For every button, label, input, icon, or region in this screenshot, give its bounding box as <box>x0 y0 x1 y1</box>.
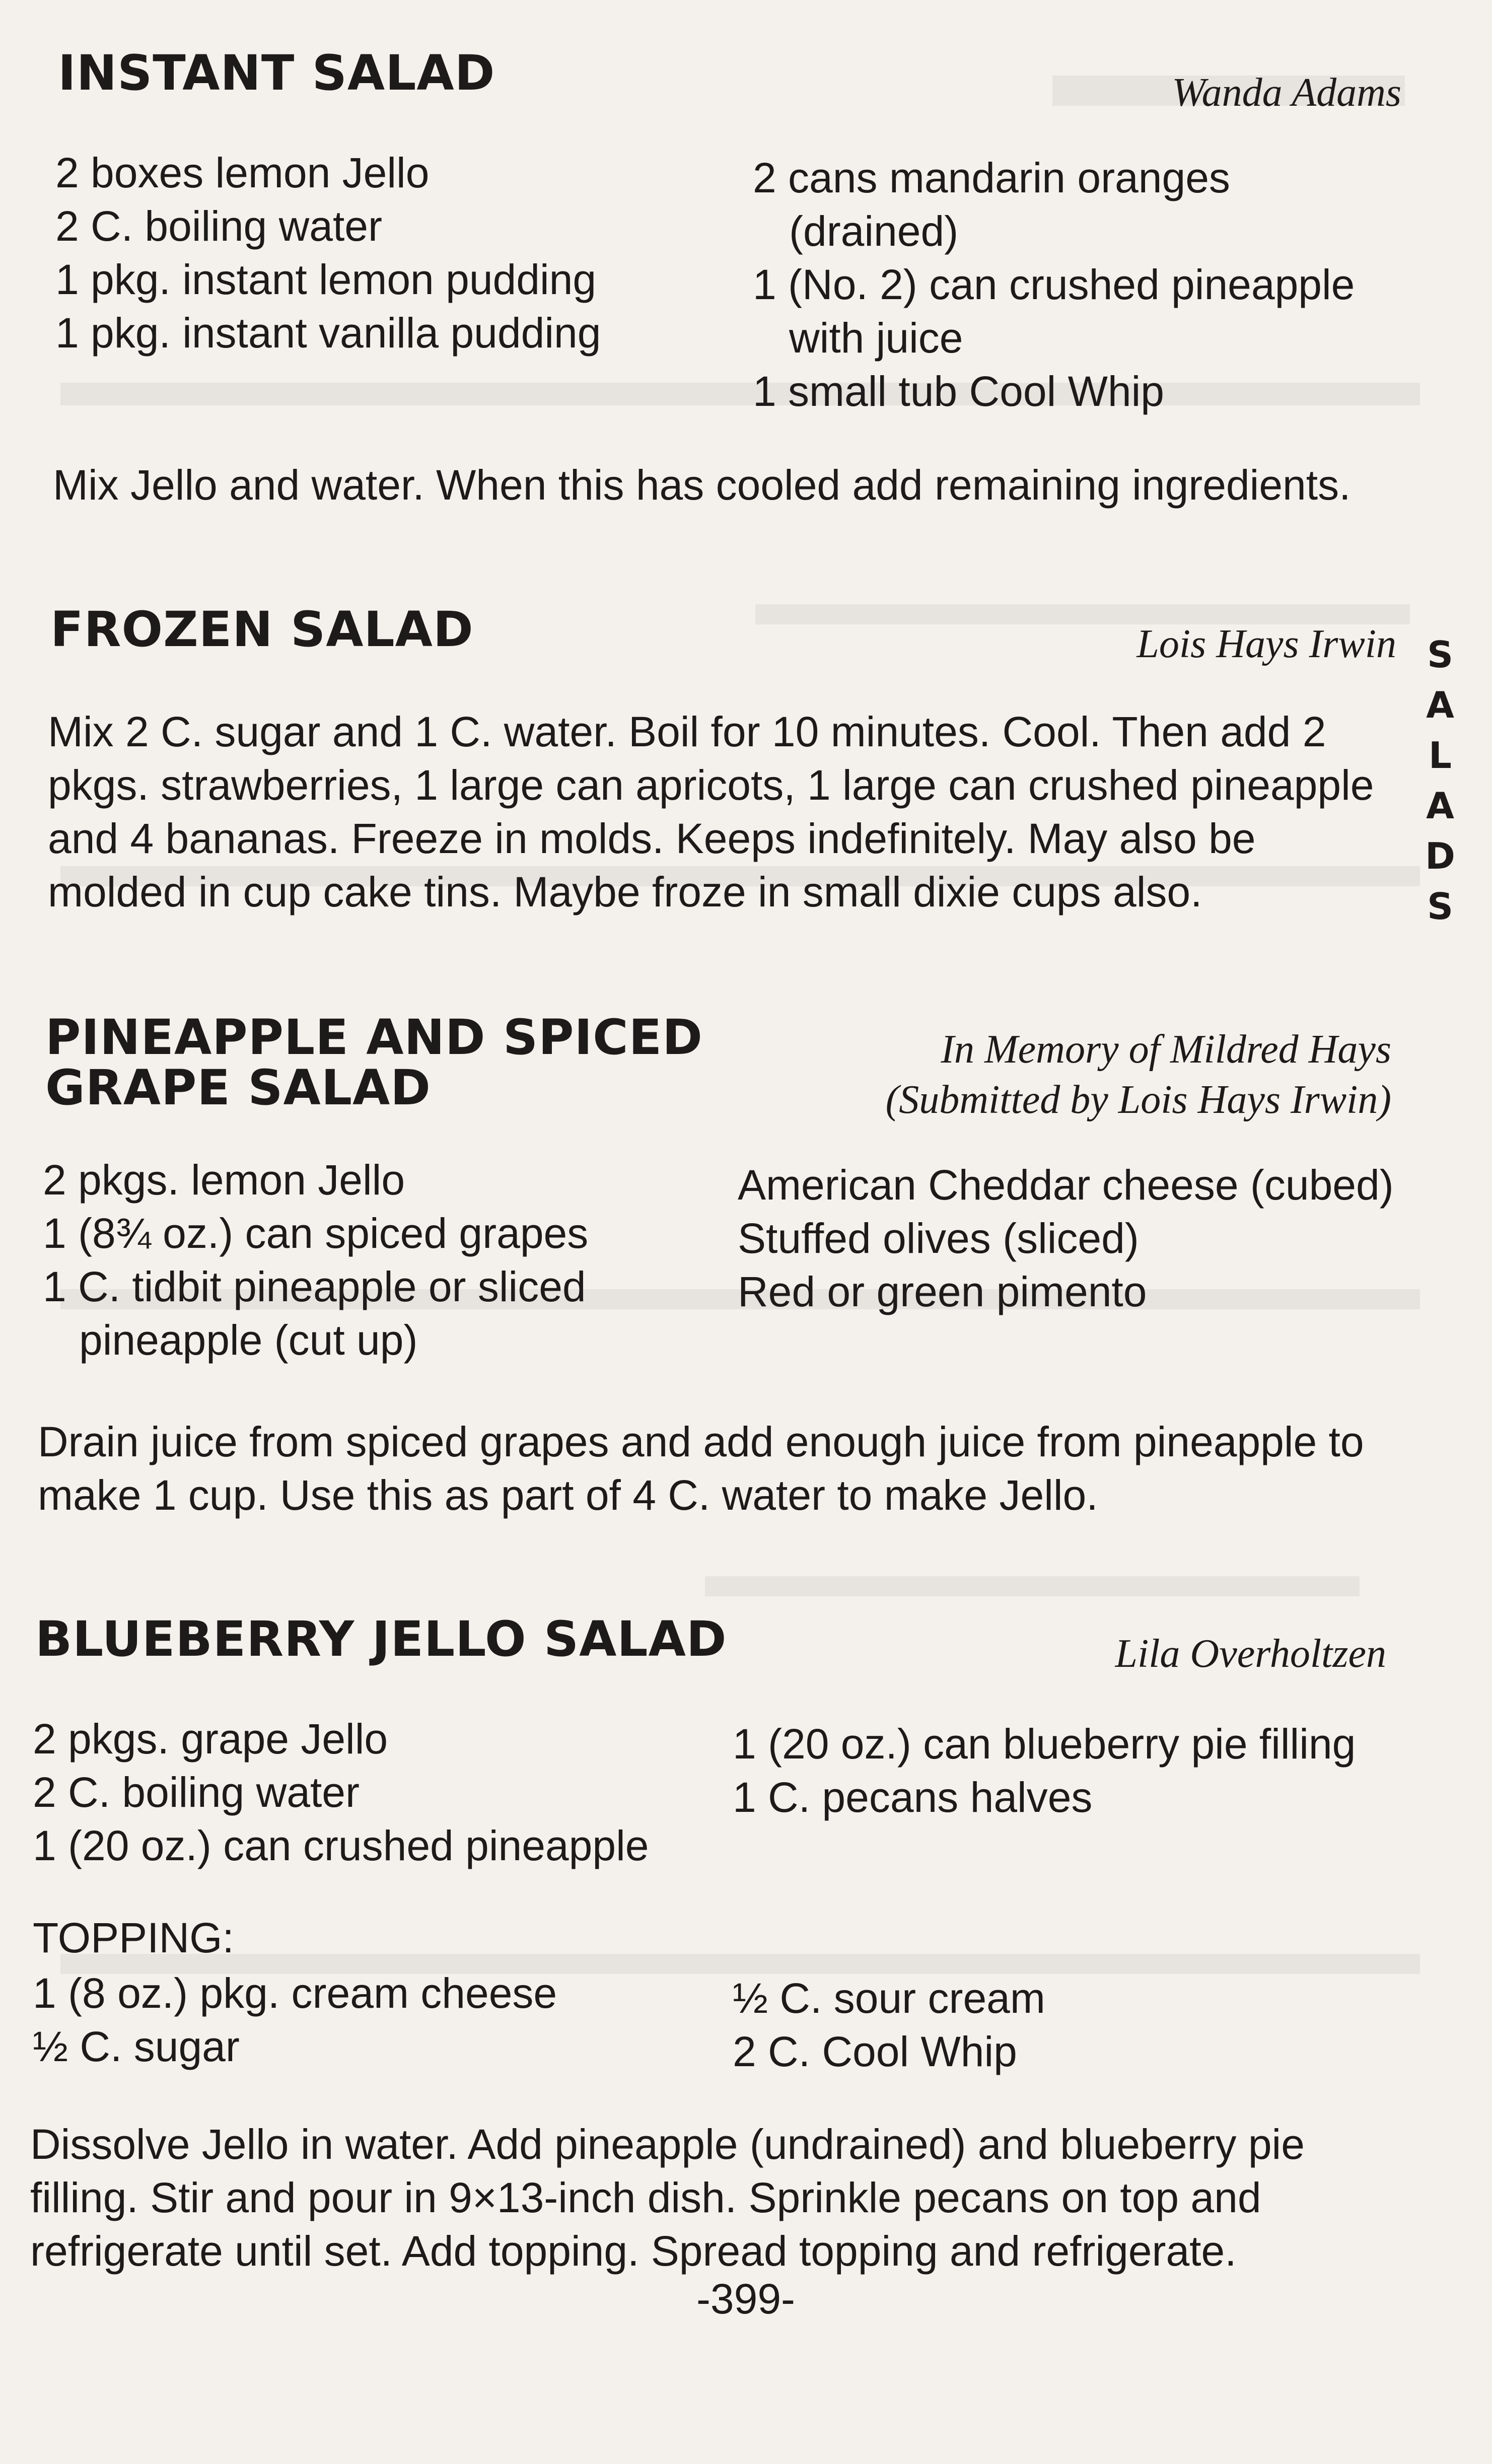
ingredient-item: 1 (20 oz.) can blueberry pie filling <box>733 1720 1356 1768</box>
ingredient-item: 2 C. Cool Whip <box>733 2028 1017 2075</box>
ingredient-item: 1 C. pecans halves <box>733 1774 1093 1821</box>
ingredient-item: 1 C. tidbit pineapple or sliced pineapple (cut up) <box>43 1263 586 1364</box>
ingredient-item: 1 (20 oz.) can crushed pineapple <box>33 1822 649 1869</box>
side-tab-letter: A <box>1426 785 1454 827</box>
ingredient-item: 2 cans mandarin oranges (drained) <box>753 154 1230 255</box>
ingredient-item: ½ C. sour cream <box>733 1975 1045 2022</box>
recipe-author-pineapple-line1: In Memory of Mildred Hays <box>941 1027 1391 1072</box>
ingredient-item: ½ C. sugar <box>33 2023 240 2070</box>
recipe-author-instant-salad: Wanda Adams <box>1172 71 1401 115</box>
topping-left-blueberry <box>33 1966 713 2073</box>
side-tab-letter: L <box>1429 734 1452 777</box>
recipe-title-pineapple-grape-line2: GRAPE SALAD <box>45 1060 431 1116</box>
ingredients-right-pineapple <box>738 1158 1402 1318</box>
ingredients-left-pineapple <box>43 1153 723 1367</box>
recipe-title-blueberry-jello-salad: BLUEBERRY JELLO SALAD <box>35 1611 727 1667</box>
recipe-instructions-blueberry: Dissolve Jello in water. Add pineapple (undrained) and blueberry pie filling. Stir and pour in 9×13-inch dish. Sprinkle pecans on top and refrigerate until set. Add topping. Spread topping and refrigerate. <box>30 2121 1305 2275</box>
ingredient-item: 2 boxes lemon Jello <box>55 149 430 196</box>
ingredient-item: Red or green pimento <box>738 1268 1147 1315</box>
ingredient-item: 1 pkg. instant vanilla pudding <box>55 309 601 357</box>
ingredient-item: 1 pkg. instant lemon pudding <box>55 256 597 303</box>
ingredient-item: 2 C. boiling water <box>55 202 382 250</box>
ingredients-left-instant <box>55 146 710 360</box>
section-tab-salads <box>1410 629 1470 932</box>
page-number: -399- <box>696 2275 796 2322</box>
recipe-instructions-frozen: Mix 2 C. sugar and 1 C. water. Boil for 10 minutes. Cool. Then add 2 pkgs. strawberries, 1 large can apricots, 1 large can crushed pineapple and 4 bananas. Freeze in molds. Keeps indefinitely. May also be molded in cup cake tins. Maybe froze in small dixie cups also. <box>48 708 1374 916</box>
side-tab-letter: D <box>1425 835 1455 877</box>
ingredients-right-instant <box>753 151 1372 418</box>
topping-right-blueberry <box>733 1972 1387 2078</box>
ingredient-item: 1 (No. 2) can crushed pineapple with juice <box>753 261 1355 362</box>
recipe-title-pineapple-grape-line1: PINEAPPLE AND SPICED <box>45 1009 703 1066</box>
side-tab-letter: S <box>1427 633 1453 676</box>
ingredient-item: Stuffed olives (sliced) <box>738 1215 1139 1262</box>
recipe-title-frozen-salad: FROZEN SALAD <box>50 601 474 658</box>
ingredients-right-blueberry <box>733 1717 1387 1824</box>
ingredient-item: 1 (8 oz.) pkg. cream cheese <box>33 1969 557 2017</box>
ingredient-item: 2 pkgs. lemon Jello <box>43 1156 405 1204</box>
ingredients-left-blueberry <box>33 1712 713 1872</box>
ingredient-item: 2 C. boiling water <box>33 1769 360 1816</box>
recipe-title-instant-salad: INSTANT SALAD <box>58 45 495 101</box>
side-tab-letter: S <box>1427 885 1453 928</box>
ingredient-item: American Cheddar cheese (cubed) <box>738 1161 1394 1209</box>
recipe-author-pineapple-line2: (Submitted by Lois Hays Irwin) <box>885 1078 1391 1122</box>
side-tab-letter: A <box>1426 684 1454 726</box>
topping-label: TOPPING: <box>33 1914 234 1961</box>
recipe-author-frozen-salad: Lois Hays Irwin <box>1136 622 1396 666</box>
ingredient-item: 2 pkgs. grape Jello <box>33 1715 388 1763</box>
ingredient-item: 1 (8¾ oz.) can spiced grapes <box>43 1210 589 1257</box>
recipe-instructions-pineapple: Drain juice from spiced grapes and add enough juice from pineapple to make 1 cup. Use this as part of 4 C. water to make Jello. <box>38 1418 1364 1519</box>
ingredient-item: 1 small tub Cool Whip <box>753 368 1164 415</box>
recipe-author-blueberry: Lila Overholtzen <box>1115 1632 1386 1676</box>
recipe-instructions-instant: Mix Jello and water. When this has cooled add remaining ingredients. <box>53 461 1351 509</box>
